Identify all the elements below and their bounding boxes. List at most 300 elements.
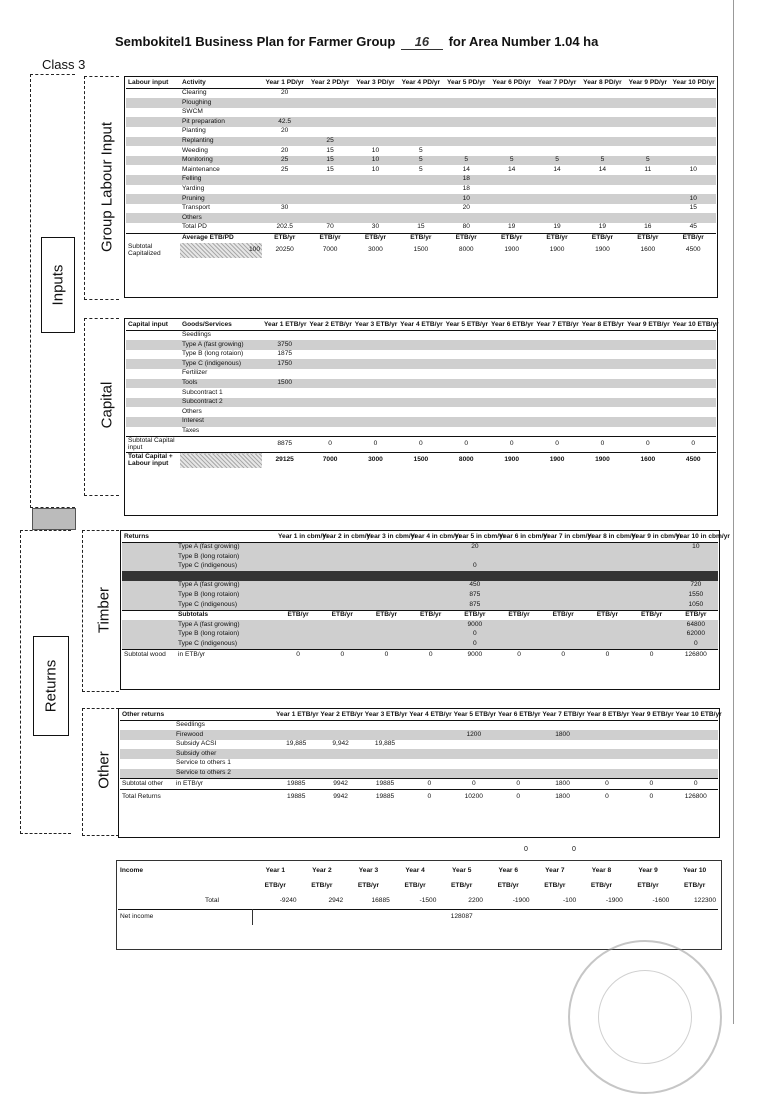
capital-label-wrap [96, 330, 118, 480]
table-cell [671, 330, 716, 340]
table-cell: ETB/yr [398, 233, 443, 243]
table-cell: -1900 [512, 897, 530, 905]
table-cell [541, 630, 585, 640]
table-cell: 19885 [363, 779, 407, 790]
table-cell [625, 340, 670, 350]
table-cell: 15 [307, 156, 352, 166]
table-cell [625, 330, 670, 340]
table-cell: Pruning [180, 194, 262, 204]
table-cell [630, 542, 674, 552]
table-cell [541, 600, 585, 610]
table-cell [671, 98, 716, 108]
table-cell [307, 350, 352, 360]
table-cell [274, 730, 318, 740]
table-cell: 0 [452, 779, 496, 790]
table-cell [580, 213, 625, 223]
table-cell [580, 146, 625, 156]
table-cell [489, 388, 534, 398]
table-cell [580, 194, 625, 204]
table-cell [409, 640, 453, 650]
timber-table [122, 532, 730, 660]
table-cell: Taxes [182, 427, 200, 435]
table-cell [364, 600, 408, 610]
table-cell: Year 9 in cbm/yr [630, 532, 674, 542]
table-cell [176, 532, 276, 542]
table-cell [126, 98, 180, 108]
table-cell: 0 [541, 650, 585, 660]
income-header-row [118, 864, 718, 879]
table-cell: Pit preparation [180, 117, 262, 127]
other-label: Other [95, 751, 113, 789]
table-cell: 0 [674, 779, 718, 790]
table-cell [585, 749, 629, 759]
table-cell [534, 185, 579, 195]
table-cell [320, 591, 364, 601]
table-cell [398, 379, 443, 389]
table-cell: 1800 [540, 730, 584, 740]
table-cell [534, 359, 579, 369]
table-cell [585, 640, 629, 650]
table-cell: 11 [644, 165, 652, 173]
table-cell: 0 [496, 779, 540, 790]
other-table [120, 710, 722, 805]
table-cell [126, 194, 180, 204]
table-cell: Year 4 PD/yr [398, 78, 443, 88]
table-cell [353, 340, 398, 350]
table-cell: Year 2 in cbm/yr [320, 532, 364, 542]
table-cell: 720 [674, 581, 718, 591]
table-cell: ETB/yr [489, 233, 534, 243]
table-cell [126, 398, 180, 408]
table-cell [534, 127, 579, 137]
labour-row [126, 185, 716, 195]
table-cell: 14 [553, 165, 561, 173]
table-cell [126, 427, 180, 437]
table-cell [534, 117, 579, 127]
table-cell: Year 4 in cbm/yr [409, 532, 453, 542]
capital-label: Capital [98, 381, 116, 429]
row-unit [180, 437, 262, 453]
table-cell: Year 10 ETB/yr [671, 320, 716, 330]
table-cell: 0 [585, 650, 629, 660]
table-cell [320, 630, 364, 640]
table-cell [276, 640, 320, 650]
table-cell [353, 213, 398, 223]
table-cell [126, 88, 180, 98]
table-cell: Year 2 PD/yr [307, 78, 352, 88]
table-cell [540, 749, 584, 759]
table-cell: Seedlings [182, 331, 211, 339]
table-cell: ETB/yr [353, 233, 398, 243]
table-cell: 0 [307, 437, 352, 453]
table-cell [398, 98, 443, 108]
table-cell: 29125 [262, 453, 307, 469]
timber-row [122, 542, 718, 552]
income-year-header: Year 1 [265, 867, 286, 875]
table-cell: 9,942 [332, 740, 349, 748]
table-cell [489, 350, 534, 360]
table-cell [541, 591, 585, 601]
table-cell [580, 185, 625, 195]
income-unit: ETB/yr [451, 882, 473, 890]
table-cell [489, 204, 534, 214]
table-cell [630, 600, 674, 610]
table-cell: 15 [417, 223, 425, 231]
table-cell [274, 769, 318, 779]
table-cell [126, 204, 180, 214]
table-cell: 9000 [453, 620, 497, 630]
table-cell [276, 600, 320, 610]
table-cell: Year 8 ETB/yr [580, 320, 625, 330]
table-cell [262, 137, 307, 147]
table-cell [671, 369, 716, 379]
capital-row [126, 427, 716, 437]
timber-row [122, 552, 718, 562]
table-cell [625, 388, 670, 398]
table-cell [489, 137, 534, 147]
capital-row [126, 340, 716, 350]
table-cell [398, 117, 443, 127]
table-cell: Subsidy ACSI [176, 740, 217, 748]
table-cell: Year 6 PD/yr [489, 78, 534, 88]
table-cell: 5 [534, 156, 579, 166]
table-cell: 2942 [328, 897, 344, 905]
table-cell [398, 175, 443, 185]
table-cell: 5 [419, 165, 423, 173]
table-cell: -1600 [652, 897, 670, 905]
table-cell [307, 213, 352, 223]
table-cell [122, 610, 176, 620]
table-cell [307, 359, 352, 369]
table-cell [353, 137, 398, 147]
table-cell [585, 759, 629, 769]
table-cell [262, 427, 307, 437]
table-cell [407, 720, 451, 730]
table-cell: 0 [320, 650, 364, 660]
table-cell [580, 388, 625, 398]
table-cell [444, 88, 489, 98]
table-cell: 1900 [580, 453, 625, 469]
table-cell [671, 213, 716, 223]
table-cell: Transport [182, 204, 210, 212]
table-cell: ETB/yr [630, 610, 674, 620]
table-cell [496, 749, 540, 759]
table-cell: 5 [398, 156, 443, 166]
table-cell: ETB/yr [409, 610, 453, 620]
table-cell: Type C (indigenous) [176, 562, 276, 572]
table-cell [318, 749, 362, 759]
table-cell [629, 749, 673, 759]
table-cell: Subcontract 2 [180, 398, 262, 408]
table-cell: 3750 [262, 340, 307, 350]
table-cell [398, 194, 443, 204]
table-cell [409, 562, 453, 572]
table-cell [541, 552, 585, 562]
table-cell: 25 [262, 156, 307, 166]
table-cell [363, 730, 407, 740]
table-cell [580, 407, 625, 417]
inputs-connector [32, 508, 76, 530]
labour-row [126, 146, 716, 156]
income-table [118, 864, 718, 925]
labour-row [126, 117, 716, 127]
capital-row [126, 379, 716, 389]
table-cell: Year 2 ETB/yr [318, 710, 362, 720]
table-cell [534, 98, 579, 108]
table-cell [534, 369, 579, 379]
table-cell [580, 137, 625, 147]
table-cell [630, 640, 674, 650]
table-cell: ETB/yr [307, 233, 352, 243]
table-cell [674, 562, 718, 572]
row-label: Subtotal wood [122, 650, 176, 660]
table-cell: 20 [462, 204, 470, 212]
table-cell: Year 3 PD/yr [353, 78, 398, 88]
table-cell: Labour input [126, 78, 180, 88]
table-cell [534, 330, 579, 340]
table-cell: ETB/yr [674, 610, 718, 620]
table-cell: Year 10 in cbm/yr [674, 532, 718, 542]
table-cell [276, 591, 320, 601]
table-cell [580, 417, 625, 427]
table-cell [307, 127, 352, 137]
table-cell: 100 [180, 243, 262, 258]
table-cell: Returns [122, 532, 176, 542]
table-cell [398, 213, 443, 223]
table-cell [364, 640, 408, 650]
table-cell [444, 340, 489, 350]
table-cell [126, 175, 180, 185]
table-cell: 0 [353, 437, 398, 453]
other-label-wrap [92, 715, 116, 825]
table-cell [671, 340, 716, 350]
table-cell [122, 640, 176, 650]
table-cell [580, 427, 625, 437]
table-cell: Year 8 ETB/yr [585, 710, 629, 720]
table-cell: Subtotals [176, 610, 276, 620]
table-cell [496, 720, 540, 730]
table-cell: Weeding [182, 146, 208, 154]
table-cell [444, 127, 489, 137]
table-cell [320, 600, 364, 610]
timber-header-row [122, 532, 718, 542]
table-cell: Others [180, 213, 262, 223]
table-cell: Year 5 ETB/yr [452, 710, 496, 720]
table-cell: 0 [629, 779, 673, 790]
table-cell [126, 407, 180, 417]
table-cell [307, 185, 352, 195]
table-cell: 64800 [674, 620, 718, 630]
table-cell [126, 137, 180, 147]
row-label: Subtotal Capital input [126, 437, 180, 453]
table-cell [580, 175, 625, 185]
table-cell [307, 398, 352, 408]
table-cell [580, 204, 625, 214]
labour-row [126, 223, 716, 233]
table-cell: 14 [462, 165, 470, 173]
table-cell [364, 630, 408, 640]
table-cell [444, 398, 489, 408]
table-cell [629, 730, 673, 740]
table-cell [496, 740, 540, 750]
table-cell: -1900 [605, 897, 623, 905]
table-cell: 15 [326, 146, 334, 154]
table-cell [580, 359, 625, 369]
labour-row [126, 137, 716, 147]
table-cell: Subsidy other [174, 749, 274, 759]
table-cell: 450 [453, 581, 497, 591]
income-year-header: Year 9 [638, 867, 658, 875]
table-cell [629, 740, 673, 750]
table-cell [353, 108, 398, 118]
labour-row [126, 213, 716, 223]
table-cell [120, 759, 174, 769]
timber-label-wrap [92, 540, 116, 680]
timber-label: Timber [95, 586, 113, 634]
table-cell [126, 350, 180, 360]
table-cell: 19 [553, 223, 561, 231]
table-cell: 0 [625, 437, 670, 453]
table-cell: Year 1 ETB/yr [262, 320, 307, 330]
table-cell: Type B (long rotaion) [176, 552, 276, 562]
table-cell [444, 108, 489, 118]
table-cell: Monitoring [180, 156, 262, 166]
capital-row [126, 407, 716, 417]
row-unit: in ETB/yr [176, 650, 276, 660]
table-cell [307, 194, 352, 204]
table-cell [671, 407, 716, 417]
table-cell [320, 552, 364, 562]
table-cell: ETB/yr [534, 233, 579, 243]
document-title [115, 34, 598, 50]
page-fold-line [733, 0, 734, 1024]
timber-row [122, 591, 718, 601]
table-cell [671, 108, 716, 118]
table-cell [625, 379, 670, 389]
table-cell [671, 156, 716, 166]
table-cell: 20 [281, 146, 289, 154]
capital-row [126, 369, 716, 379]
table-cell [364, 542, 408, 552]
table-cell [452, 720, 496, 730]
table-cell: Type B (long rotaion) [176, 591, 276, 601]
table-cell: -1500 [419, 897, 437, 905]
table-cell: ETB/yr [444, 233, 489, 243]
table-cell: 5 [580, 156, 625, 166]
table-cell: Year 3 ETB/yr [353, 320, 398, 330]
table-cell [452, 759, 496, 769]
table-cell: 1900 [504, 246, 519, 254]
table-cell [364, 562, 408, 572]
table-cell: 7000 [307, 453, 352, 469]
table-cell [489, 427, 534, 437]
table-cell [625, 88, 670, 98]
table-cell [122, 581, 176, 591]
table-cell [262, 388, 307, 398]
table-cell [489, 213, 534, 223]
table-cell: 14 [598, 165, 607, 173]
table-cell [262, 194, 307, 204]
table-cell [307, 388, 352, 398]
table-cell: 10200 [452, 789, 496, 805]
table-cell: 19,885 [286, 740, 307, 748]
table-cell [353, 427, 398, 437]
table-cell [444, 359, 489, 369]
table-cell [262, 417, 307, 427]
table-cell: 0 [444, 437, 489, 453]
table-cell [122, 600, 176, 610]
table-cell [122, 620, 176, 630]
table-cell: 10 [689, 165, 697, 173]
table-cell [398, 204, 443, 214]
table-cell [629, 769, 673, 779]
table-cell: 0 [407, 789, 451, 805]
table-cell [262, 330, 307, 340]
table-cell [540, 769, 584, 779]
labour-header-row [126, 78, 716, 88]
table-cell [580, 98, 625, 108]
table-cell [497, 620, 541, 630]
table-cell [452, 740, 496, 750]
table-cell: Year 9 ETB/yr [629, 710, 673, 720]
table-cell [353, 175, 398, 185]
table-cell [120, 769, 174, 779]
table-cell [580, 108, 625, 118]
table-cell [444, 369, 489, 379]
table-cell [318, 769, 362, 779]
below-value-2: 0 [572, 846, 576, 853]
timber-row [122, 600, 718, 610]
table-cell [630, 620, 674, 630]
table-cell [625, 98, 670, 108]
table-cell [625, 417, 670, 427]
table-cell [671, 379, 716, 389]
table-cell [174, 710, 274, 720]
table-cell: ETB/yr [580, 233, 625, 243]
table-cell [398, 137, 443, 147]
table-cell: 16885 [371, 897, 390, 905]
table-cell [126, 156, 180, 166]
table-cell: 1500 [262, 379, 307, 389]
table-cell [489, 88, 534, 98]
table-cell [580, 88, 625, 98]
table-cell [625, 369, 670, 379]
table-cell [398, 388, 443, 398]
table-cell [625, 427, 670, 437]
row-label: Subtotal Capitalized [128, 243, 161, 257]
table-cell [307, 98, 352, 108]
timber-row [122, 640, 718, 650]
table-cell: Type C (indigenous) [176, 640, 276, 650]
table-cell: 19885 [274, 789, 318, 805]
table-cell [353, 185, 398, 195]
table-cell [497, 542, 541, 552]
table-cell [353, 369, 398, 379]
table-cell [497, 591, 541, 601]
income-year-header: Year 4 [405, 867, 425, 875]
labour-row [126, 98, 716, 108]
table-cell [444, 98, 489, 108]
table-cell [363, 759, 407, 769]
table-cell [262, 185, 307, 195]
income-year-header: Year 10 [683, 867, 707, 875]
table-cell [541, 581, 585, 591]
table-cell [444, 213, 489, 223]
table-cell [122, 630, 176, 640]
table-cell [496, 730, 540, 740]
table-cell: 19,885 [374, 740, 396, 748]
table-cell: 0 [453, 562, 497, 572]
